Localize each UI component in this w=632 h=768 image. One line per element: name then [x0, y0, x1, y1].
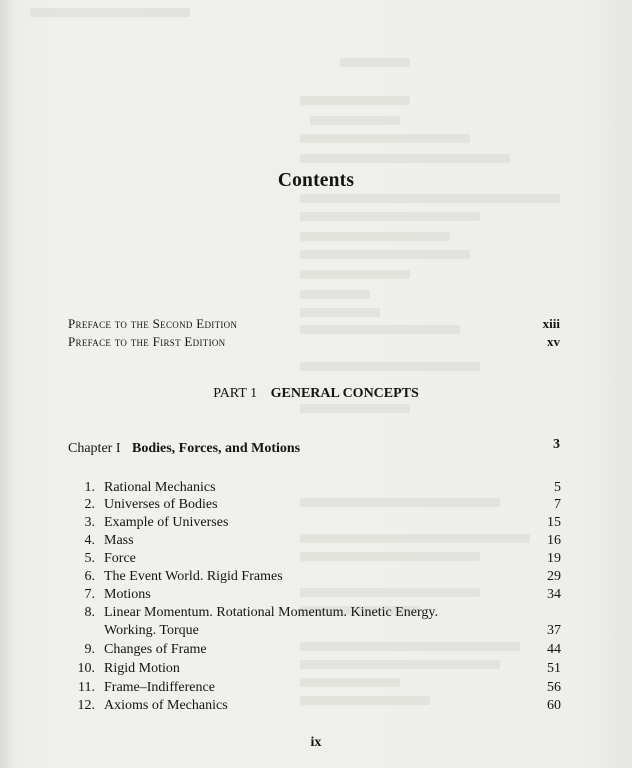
section-title: Mass — [104, 533, 134, 548]
chapter-title: Bodies, Forces, and Motions — [131, 441, 301, 456]
section-title: Linear Momentum. Rotational Momentum. Kinetic Energy. — [104, 605, 438, 620]
section-page: 16 — [547, 533, 561, 548]
part-title: GENERAL CONCEPTS — [270, 386, 419, 401]
section-number: 4. — [84, 533, 95, 548]
section-number: 12. — [77, 698, 95, 713]
section-title-continued: Working. Torque — [104, 623, 199, 638]
section-page: 60 — [547, 698, 561, 713]
part-number: PART 1 — [213, 386, 258, 401]
section-number: 6. — [84, 569, 95, 584]
section-title: Universes of Bodies — [104, 497, 218, 512]
section-number: 11. — [78, 680, 95, 695]
section-page: 19 — [547, 551, 561, 566]
front-matter-page: xiii — [542, 316, 560, 331]
section-page: 7 — [554, 497, 561, 512]
section-number: 2. — [84, 497, 95, 512]
section-number: 10. — [77, 661, 95, 676]
section-number: 7. — [84, 587, 95, 602]
page-folio: ix — [310, 735, 322, 750]
section-title: Motions — [104, 587, 151, 602]
section-title: Changes of Frame — [104, 642, 207, 657]
front-matter-label: Preface to the Second Edition — [68, 316, 238, 331]
contents-title: Contents — [277, 170, 355, 191]
section-page: 15 — [547, 515, 561, 530]
section-title: Axioms of Mechanics — [104, 698, 228, 713]
section-number: 8. — [84, 605, 95, 620]
section-title: Force — [104, 551, 136, 566]
chapter-number: Chapter I — [68, 441, 121, 456]
section-title: Frame–Indifference — [104, 680, 215, 695]
section-page: 5 — [554, 480, 561, 495]
front-matter-page: xv — [547, 334, 560, 349]
section-title: Example of Universes — [104, 515, 229, 530]
front-matter-row[interactable] — [68, 316, 560, 332]
section-page: 44 — [547, 642, 561, 657]
chapter-page: 3 — [553, 437, 560, 452]
chapter-heading[interactable] — [68, 437, 560, 457]
section-number: 9. — [84, 642, 95, 657]
section-number: 5. — [84, 551, 95, 566]
section-number: 1. — [84, 480, 95, 495]
section-page: 34 — [547, 587, 561, 602]
section-title: The Event World. Rigid Frames — [104, 569, 283, 584]
section-title: Rigid Motion — [104, 661, 180, 676]
part-heading — [0, 386, 632, 402]
section-page: 51 — [547, 661, 561, 676]
section-page: 29 — [547, 569, 561, 584]
front-matter-label: Preface to the First Edition — [68, 334, 226, 349]
section-page: 56 — [547, 680, 561, 695]
section-title: Rational Mechanics — [104, 480, 216, 495]
section-number: 3. — [84, 515, 95, 530]
section-page: 37 — [547, 623, 561, 638]
front-matter-row[interactable] — [68, 334, 560, 350]
